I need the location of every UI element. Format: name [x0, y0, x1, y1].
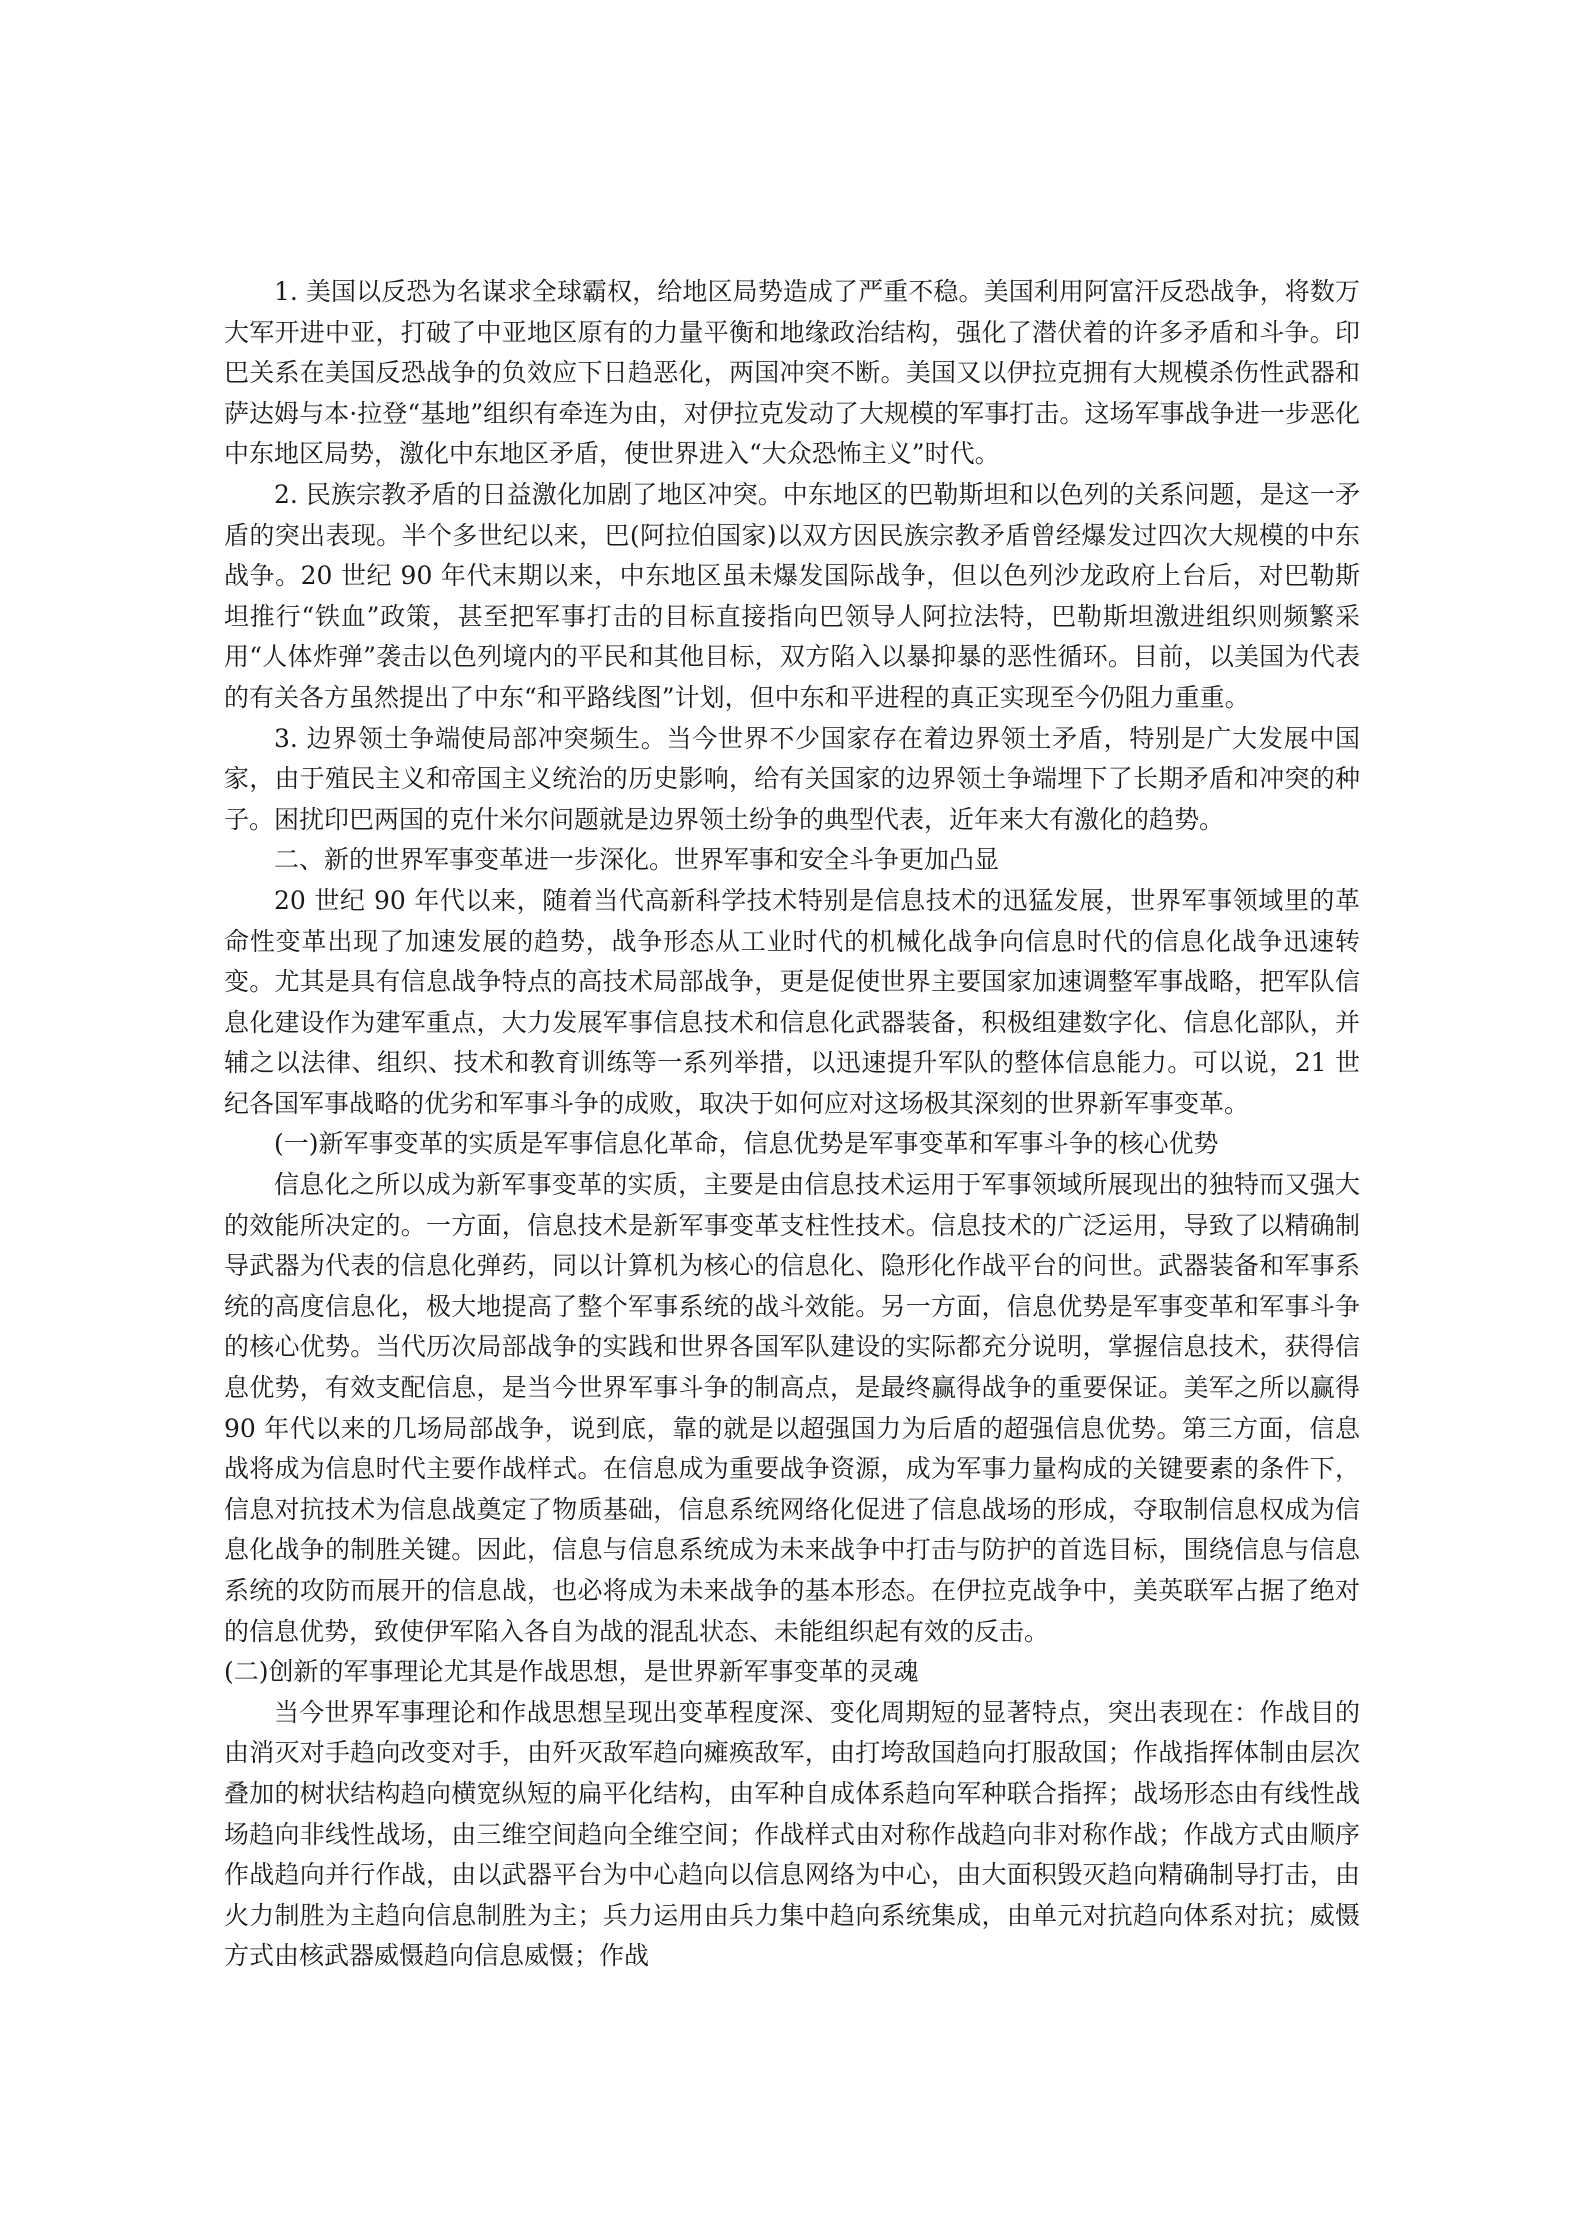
paragraph-information-superiority: 信息化之所以成为新军事变革的实质，主要是由信息技术运用于军事领域所展现出的独特而又强大的效能所决定的。一方面，信息技术是新军事变革支柱性技术。信息技术的广泛运用，导致了以精确制导武器为代表的信息化弹药，同以计算机为核心的信息化、隐形化作战平台的问世。武器装备和军事系统的高度信息化，极大地提高了整个军事系统的战斗效能。另一方面，信息优势是军事变革和军事斗争的核心优势。当代历次局部战争的实践和世界各国军队建设的实际都充分说明，掌握信息技术，获得信息优势，有效支配信息，是当今世界军事斗争的制高点，是最终赢得战争的重要保证。美军之所以赢得 90 年代以来的几场局部战争，说到底，靠的就是以超强国力为后盾的超强信息优势。第三方面，信息战将成为信息时代主要作战样式。在信息成为重要战争资源，成为军事力量构成的关键要素的条件下，信息对抗技术为信息战奠定了物质基础，信息系统网络化促进了信息战场的形成，夺取制信息权成为信息化战争的制胜关键。因此，信息与信息系统成为未来战争中打击与防护的首选目标，围绕信息与信息系统的攻防而展开的信息战，也必将成为未来战争的基本形态。在伊拉克战争中，美英联军占据了绝对的信息优势，致使伊军陷入各自为战的混乱状态、未能组织起有效的反击。	[224, 1170, 1360, 1646]
paragraph-operational-thought: 当今世界军事理论和作战思想呈现出变革程度深、变化周期短的显著特点，突出表现在：作战目的由消灭对手趋向改变对手，由歼灭敌军趋向瘫痪敌军，由打垮敌国趋向打服敌国；作战指挥体制由层次叠加的树状结构趋向横宽纵短的扁平化结构，由军种自成体系趋向军种联合指挥；战场形态由有线性战场趋向非线性战场，由三维空间趋向全维空间；作战样式由对称作战趋向非对称作战；作战方式由顺序作战趋向并行作战，由以武器平台为中心趋向以信息网络为中心，由大面积毁灭趋向精确制导打击，由火力制胜为主趋向信息制胜为主；兵力运用由兵力集中趋向系统集成，由单元对抗趋向体系对抗；威慑方式由核武器威慑趋向信息威慑；作战	[224, 1697, 1360, 1971]
paragraph-ethnic-religious-conflict: 2. 民族宗教矛盾的日益激化加剧了地区冲突。中东地区的巴勒斯坦和以色列的关系问题，是这一矛盾的突出表现。半个多世纪以来，巴(阿拉伯国家)以双方因民族宗教矛盾曾经爆发过四次大规模的中东战争。20 世纪 90 年代末期以来，中东地区虽未爆发国际战争，但以色列沙龙政府上台后，对巴勒斯坦推行“铁血”政策，甚至把军事打击的目标直接指向巴领导人阿拉法特，巴勒斯坦激进组织则频繁采用“人体炸弹”袭击以色列境内的平民和其他目标，双方陷入以暴抑暴的恶性循环。目前，以美国为代表的有关各方虽然提出了中东“和平路线图”计划，但中东和平进程的真正实现至今仍阻力重重。	[224, 479, 1360, 712]
section-heading-military-transformation: 二、新的世界军事变革进一步深化。世界军事和安全斗争更加凸显	[274, 845, 1000, 875]
paragraph-border-disputes: 3. 边界领土争端使局部冲突频生。当今世界不少国家存在着边界领土矛盾，特别是广大发展中国家，由于殖民主义和帝国主义统治的历史影响，给有关国家的边界领土争端埋下了长期矛盾和冲突的种子。困扰印巴两国的克什米尔问题就是边界领土纷争的典型代表，近年来大有激化的趋势。	[224, 723, 1360, 834]
paragraph-rma-overview: 20 世纪 90 年代以来，随着当代高新科学技术特别是信息技术的迅猛发展，世界军事领域里的革命性变革出现了加速发展的趋势，战争形态从工业时代的机械化战争向信息时代的信息化战争迅速转变。尤其是具有信息战争特点的高技术局部战争，更是促使世界主要国家加速调整军事战略，把军队信息化建设作为建军重点，大力发展军事信息技术和信息化武器装备，积极组建数字化、信息化部队，并辅之以法律、组织、技术和教育训练等一系列举措，以迅速提升军队的整体信息能力。可以说，21 世纪各国军事战略的优劣和军事斗争的成败，取决于如何应对这场极其深刻的世界新军事变革。	[224, 885, 1360, 1118]
paragraph-us-hegemony: 1. 美国以反恐为名谋求全球霸权，给地区局势造成了严重不稳。美国利用阿富汗反恐战争，将数万大军开进中亚，打破了中亚地区原有的力量平衡和地缘政治结构，强化了潜伏着的许多矛盾和斗争。印巴关系在美国反恐战争的负效应下日趋恶化，两国冲突不断。美国又以伊拉克拥有大规模杀伤性武器和萨达姆与本·拉登“基地”组织有牵连为由，对伊拉克发动了大规模的军事打击。这场军事战争进一步恶化中东地区局势，激化中东地区矛盾，使世界进入“大众恐怖主义”时代。	[224, 277, 1360, 469]
document-page	[224, 272, 1360, 1977]
subsection-heading-military-theory: (二)创新的军事理论尤其是作战思想，是世界新军事变革的灵魂	[224, 1657, 919, 1687]
subsection-heading-informatization: (一)新军事变革的实质是军事信息化革命，信息优势是军事变革和军事斗争的核心优势	[274, 1129, 1219, 1159]
